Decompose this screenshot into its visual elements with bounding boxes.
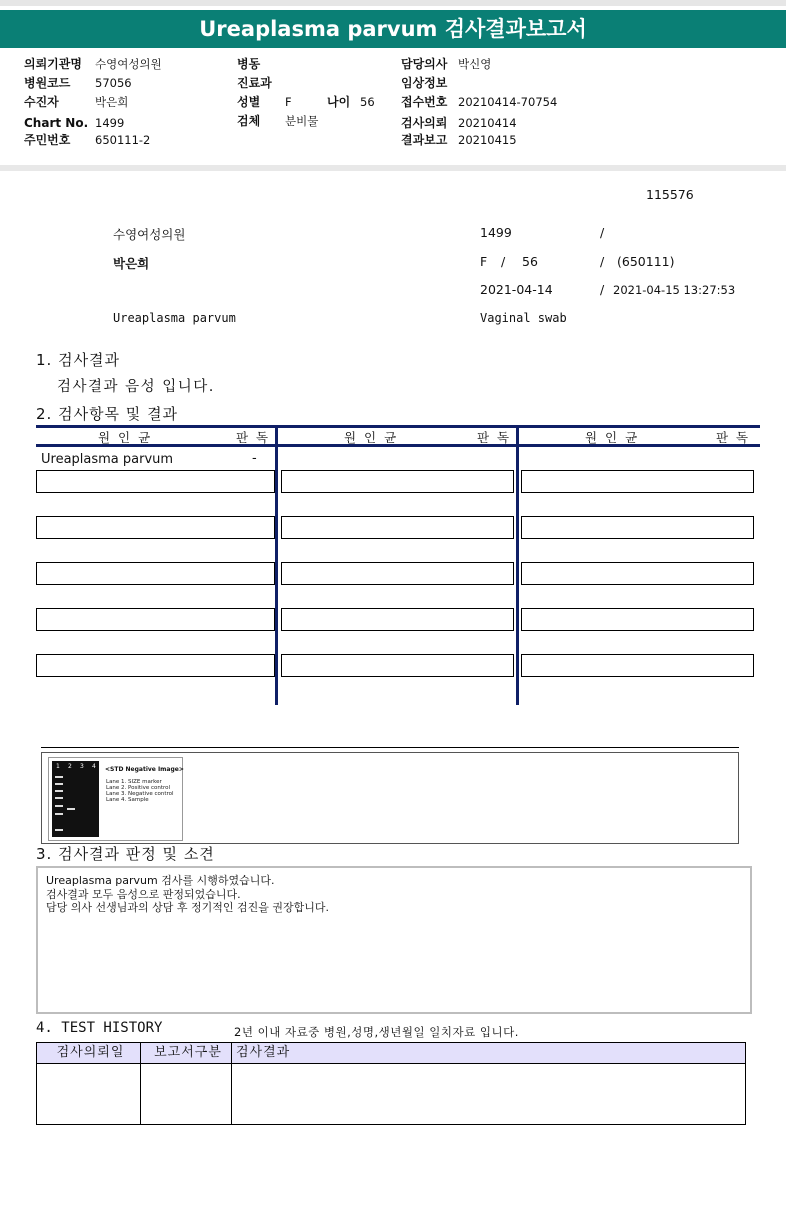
gel-image <box>48 757 183 841</box>
lane-label: 2 <box>68 763 72 770</box>
label-report-date: 결과보고 <box>401 133 448 147</box>
label-chart-no: Chart No. <box>24 116 89 130</box>
info-slash-1: / <box>600 225 605 240</box>
label-institution: 의뢰기관명 <box>24 57 82 71</box>
value-institution: 수영여성의원 <box>95 57 162 71</box>
positive-band <box>67 808 75 810</box>
value-patient: 박은희 <box>95 95 129 109</box>
result-row-box <box>281 516 514 539</box>
marker-band <box>55 776 63 778</box>
result-row-box <box>36 562 275 585</box>
label-specimen: 검체 <box>237 114 261 128</box>
value-sex: F <box>285 95 292 109</box>
result-row-box <box>36 654 275 677</box>
info-slash-3: / <box>600 282 605 297</box>
result-row-box <box>36 516 275 539</box>
report-title: Ureaplasma parvum 검사결과보고서 <box>0 10 786 48</box>
section1-heading: 1. 검사결과 <box>36 351 121 369</box>
table-divider-2 <box>516 425 519 705</box>
col-header-judge-1: 판 독 <box>236 430 271 445</box>
label-age: 나이 <box>327 95 351 109</box>
marker-band <box>55 790 63 792</box>
history-col-result: 검사결과 <box>232 1043 746 1064</box>
info-slash-2: / <box>600 254 605 269</box>
section2-heading: 2. 검사항목 및 결과 <box>36 405 179 423</box>
lane-label: 4 <box>92 763 96 770</box>
label-patient: 수진자 <box>24 95 59 109</box>
lane-label: 3 <box>80 763 84 770</box>
gel-photo <box>52 761 99 837</box>
result-row-box <box>521 654 754 677</box>
info-sex: F <box>480 254 488 269</box>
label-clinical-info: 임상정보 <box>401 76 448 90</box>
info-report-datetime: 2021-04-15 13:27:53 <box>613 283 736 297</box>
value-specimen: 분비물 <box>285 114 319 128</box>
col-header-organism-3: 원 인 균 <box>585 430 640 445</box>
value-report-date: 20210415 <box>458 133 517 147</box>
result-row-box <box>521 470 754 493</box>
result-row-box <box>281 562 514 585</box>
label-hospital-code: 병원코드 <box>24 76 71 90</box>
value-doctor: 박신영 <box>458 57 492 71</box>
history-col-request-date: 검사의뢰일 <box>37 1043 141 1064</box>
result-row-box <box>281 608 514 631</box>
gel-legend-item: Lane 1. SIZE marker <box>106 779 162 785</box>
marker-band <box>55 829 63 831</box>
history-header-row <box>37 1043 746 1064</box>
header-divider <box>0 165 786 171</box>
marker-band <box>55 797 63 799</box>
result-value: - <box>252 451 257 466</box>
gel-legend-item: Lane 2. Positive control <box>106 785 171 791</box>
history-note: 2년 이내 자료중 병원,성명,생년월일 일치자료 입니다. <box>234 1025 519 1039</box>
section4-heading: 4. TEST HISTORY <box>36 1020 163 1036</box>
history-empty-row <box>37 1064 746 1125</box>
history-cell <box>141 1064 232 1125</box>
info-hospital: 수영여성의원 <box>113 227 186 242</box>
col-header-judge-3: 판 독 <box>716 430 751 445</box>
history-col-report-type: 보고서구분 <box>141 1043 232 1064</box>
value-hospital-code: 57056 <box>95 76 132 90</box>
report-number: 115576 <box>646 187 694 202</box>
result-row-box <box>281 470 514 493</box>
top-border <box>0 0 786 6</box>
result-row-box <box>521 608 754 631</box>
value-request-date: 20210414 <box>458 116 517 130</box>
opinion-line: 담당 의사 선생님과의 상담 후 정기적인 검진을 권장합니다. <box>46 901 329 914</box>
label-department: 진료과 <box>237 76 272 90</box>
info-specimen: Vaginal swab <box>480 311 567 325</box>
info-test-name: Ureaplasma parvum <box>113 311 236 325</box>
info-age: 56 <box>522 254 538 269</box>
marker-band <box>55 783 63 785</box>
history-cell <box>232 1064 746 1125</box>
value-resident-no: 650111-2 <box>95 133 151 147</box>
info-chart: 1499 <box>480 225 512 240</box>
result-row-box <box>521 562 754 585</box>
opinion-line: Ureaplasma parvum 검사를 시행하였습니다. <box>46 874 275 887</box>
image-top-rule <box>41 747 739 748</box>
history-table <box>36 1042 746 1125</box>
col-header-organism-2: 원 인 균 <box>344 430 399 445</box>
label-sex: 성별 <box>237 95 261 109</box>
gel-caption: <STD Negative Image> <box>105 766 184 773</box>
result-row-box <box>281 654 514 677</box>
result-row-box <box>36 470 275 493</box>
marker-band <box>55 805 63 807</box>
marker-band <box>55 813 63 815</box>
table-divider-1 <box>275 425 278 705</box>
value-receipt-no: 20210414-70754 <box>458 95 558 109</box>
col-header-judge-2: 판 독 <box>477 430 512 445</box>
label-doctor: 담당의사 <box>401 57 448 71</box>
label-receipt-no: 접수번호 <box>401 95 448 109</box>
info-patient: 박은희 <box>113 256 150 271</box>
value-chart-no: 1499 <box>95 116 125 130</box>
result-row-box <box>521 516 754 539</box>
info-slash-sex: / <box>501 254 506 269</box>
info-request-date: 2021-04-14 <box>480 282 553 297</box>
lane-label: 1 <box>56 763 60 770</box>
result-organism-name: Ureaplasma parvum <box>41 452 174 467</box>
section3-heading: 3. 검사결과 판정 및 소견 <box>36 845 215 863</box>
opinion-line: 검사결과 모두 음성으로 판정되었습니다. <box>46 887 241 901</box>
result-row-box <box>36 608 275 631</box>
history-cell <box>37 1064 141 1125</box>
value-age: 56 <box>360 95 375 109</box>
info-birth: (650111) <box>617 254 675 269</box>
label-request-date: 검사의뢰 <box>401 116 448 130</box>
col-header-organism-1: 원 인 균 <box>98 430 153 445</box>
section1-result-text: 검사결과 음성 입니다. <box>57 379 215 395</box>
label-resident-no: 주민번호 <box>24 133 71 147</box>
opinion-box <box>36 866 752 1014</box>
gel-legend-item: Lane 3. Negative control <box>106 791 174 797</box>
gel-legend-item: Lane 4. Sample <box>106 797 149 803</box>
label-ward: 병동 <box>237 57 261 71</box>
